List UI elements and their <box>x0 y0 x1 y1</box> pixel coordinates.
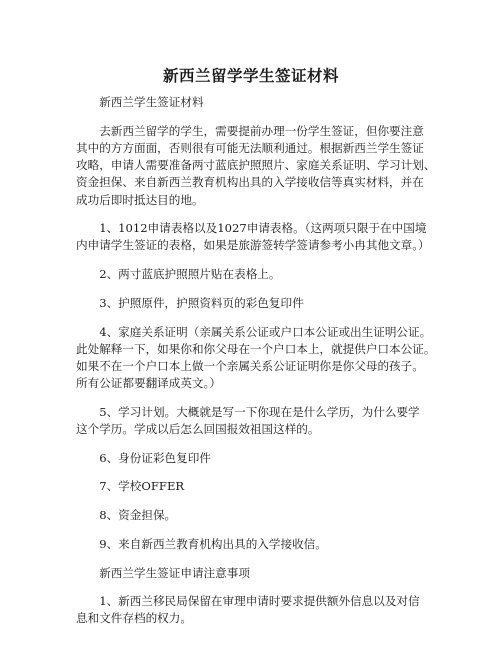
text-line: 9、来自新西兰教育机构出具的入学接收信。 <box>76 536 327 551</box>
text-line: 1、新西兰移民局保留在审理申请时要求提供额外信息以及对信 <box>76 594 420 609</box>
document-title: 新西兰留学学生签证材料 <box>162 67 339 85</box>
paragraph-gap <box>76 467 434 479</box>
paragraph <box>76 507 434 524</box>
text-line: 此处解释一下，如果你和你父母在一个户口本上，就提供户口本公证。 <box>76 341 436 356</box>
paragraph <box>76 450 434 467</box>
paragraph <box>76 404 434 438</box>
paragraph <box>76 295 434 312</box>
paragraph-gap <box>76 553 434 565</box>
paragraph <box>76 565 434 582</box>
paragraph <box>76 536 434 553</box>
text-line: 2、两寸蓝底护照照片贴在表格上。 <box>76 267 281 282</box>
paragraph-gap <box>76 392 434 404</box>
text-line: 1、1012申请表格以及1027申请表格。（这两项只限于在中国境 <box>76 221 427 236</box>
text-line: 息和文件存档的权力。 <box>76 611 192 626</box>
paragraph <box>76 123 434 209</box>
text-line: 这个学历。学成以后怎么回国报效祖国这样的。 <box>76 422 320 437</box>
paragraph-gap <box>76 438 434 450</box>
text-line: 去新西兰留学的学生，需要提前办理一份学生签证，但你要注意 <box>76 123 424 138</box>
text-line: 3、护照原件，护照资料页的彩色复印件 <box>76 295 304 310</box>
text-line: 新西兰学生签证申请注意事项 <box>76 565 250 580</box>
paragraph-gap <box>76 496 434 508</box>
text-line: 5、学习计划。大概就是写一下你现在是什么学历，为什么要学 <box>76 404 420 419</box>
text-line: 资金担保、来自新西兰教育机构出具的入学接收信等真实材料，并在 <box>76 175 424 190</box>
document-body <box>76 94 434 628</box>
paragraph <box>76 478 434 495</box>
text-line: 攻略，申请人需要准备两寸蓝底护照照片、家庭关系证明、学习计划、 <box>76 158 436 173</box>
paragraph-gap <box>76 283 434 295</box>
text-line: 内申请学生签证的表格，如果是旅游签转学签请参考小冉其他文章。） <box>76 238 430 253</box>
paragraph-gap <box>76 209 434 221</box>
text-line: 8、资金担保。 <box>76 508 177 523</box>
text-line: 4、家庭关系证明（亲属关系公证或户口本公证或出生证明公证。 <box>76 324 432 339</box>
text-line: 其中的方方面面，否则很有可能无法顺利通过。根据新西兰学生签证 <box>76 140 424 155</box>
paragraph <box>76 94 434 111</box>
paragraph-gap <box>76 255 434 267</box>
text-line: 所有公证都要翻译成英文。） <box>76 376 221 391</box>
paragraph <box>76 220 434 254</box>
text-line: 7、学校OFFER <box>76 479 185 494</box>
text-line: 如果不在一个户口本上做一个亲属关系公证证明你是你父母的孩子。 <box>76 358 424 373</box>
paragraph <box>76 324 434 393</box>
paragraph <box>76 593 434 627</box>
text-line: 6、身份证彩色复印件 <box>76 450 211 465</box>
paragraph-gap <box>76 111 434 123</box>
paragraph <box>76 266 434 283</box>
paragraph-gap <box>76 312 434 324</box>
paragraph-gap <box>76 524 434 536</box>
text-line: 成功后即时抵达目的地。 <box>76 192 204 207</box>
paragraph-gap <box>76 582 434 594</box>
text-line: 新西兰学生签证材料 <box>76 95 204 109</box>
